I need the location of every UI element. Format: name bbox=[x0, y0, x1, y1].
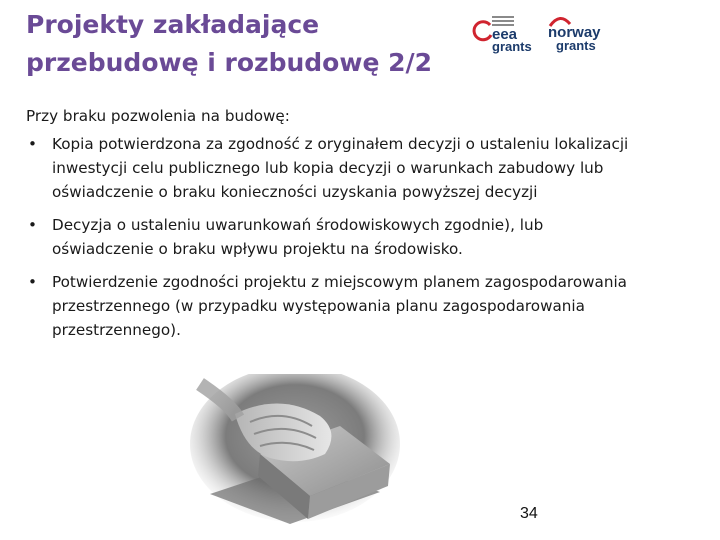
bullet-text: Kopia potwierdzona za zgodność z oryginałem decyzji o ustaleniu lokalizacji inwestycji celu publicznego lub kopia decyzji o warunkach zabudowy lub oświadczenie o braku konieczności uzyskania powyższej decyzji bbox=[52, 135, 629, 201]
bullet-icon: • bbox=[28, 135, 37, 153]
slide-content bbox=[26, 104, 646, 351]
norway-logo-word-2: grants bbox=[556, 38, 596, 53]
norway-logo-word-1: norway bbox=[548, 24, 601, 41]
norway-grants-logo bbox=[546, 14, 616, 56]
bullet-item bbox=[26, 270, 646, 342]
bullet-item bbox=[26, 213, 646, 261]
eea-logo-word-2: grants bbox=[492, 39, 532, 54]
hand-with-brick-photo bbox=[190, 374, 400, 524]
logos-area bbox=[472, 14, 622, 56]
slide-title bbox=[26, 6, 446, 82]
eea-grants-logo bbox=[472, 14, 536, 56]
bullet-item bbox=[26, 132, 646, 204]
bullet-text: Decyzja o ustaleniu uwarunkowań środowiskowych zgodnie), lub oświadczenie o braku wpływu projektu na środowisko. bbox=[52, 216, 544, 258]
bullet-text: Potwierdzenie zgodności projektu z miejscowym planem zagospodarowania przestrzennego (w przypadku występowania planu zagospodarowania przestrzennego). bbox=[52, 273, 627, 339]
slide-title-line-1: Projekty zakładające bbox=[26, 10, 320, 39]
intro-text: Przy braku pozwolenia na budowę: bbox=[26, 107, 290, 125]
hand-with-brick-icon bbox=[190, 374, 400, 524]
slide-title-line-2: przebudowę i rozbudowę 2/2 bbox=[26, 48, 433, 77]
eea-swirl-icon bbox=[472, 20, 494, 42]
page-number: 34 bbox=[520, 505, 538, 522]
bullet-icon: • bbox=[28, 273, 37, 291]
bullet-list bbox=[26, 132, 646, 342]
eea-logo-word-1: eea bbox=[492, 26, 518, 43]
bullet-icon: • bbox=[28, 216, 37, 234]
